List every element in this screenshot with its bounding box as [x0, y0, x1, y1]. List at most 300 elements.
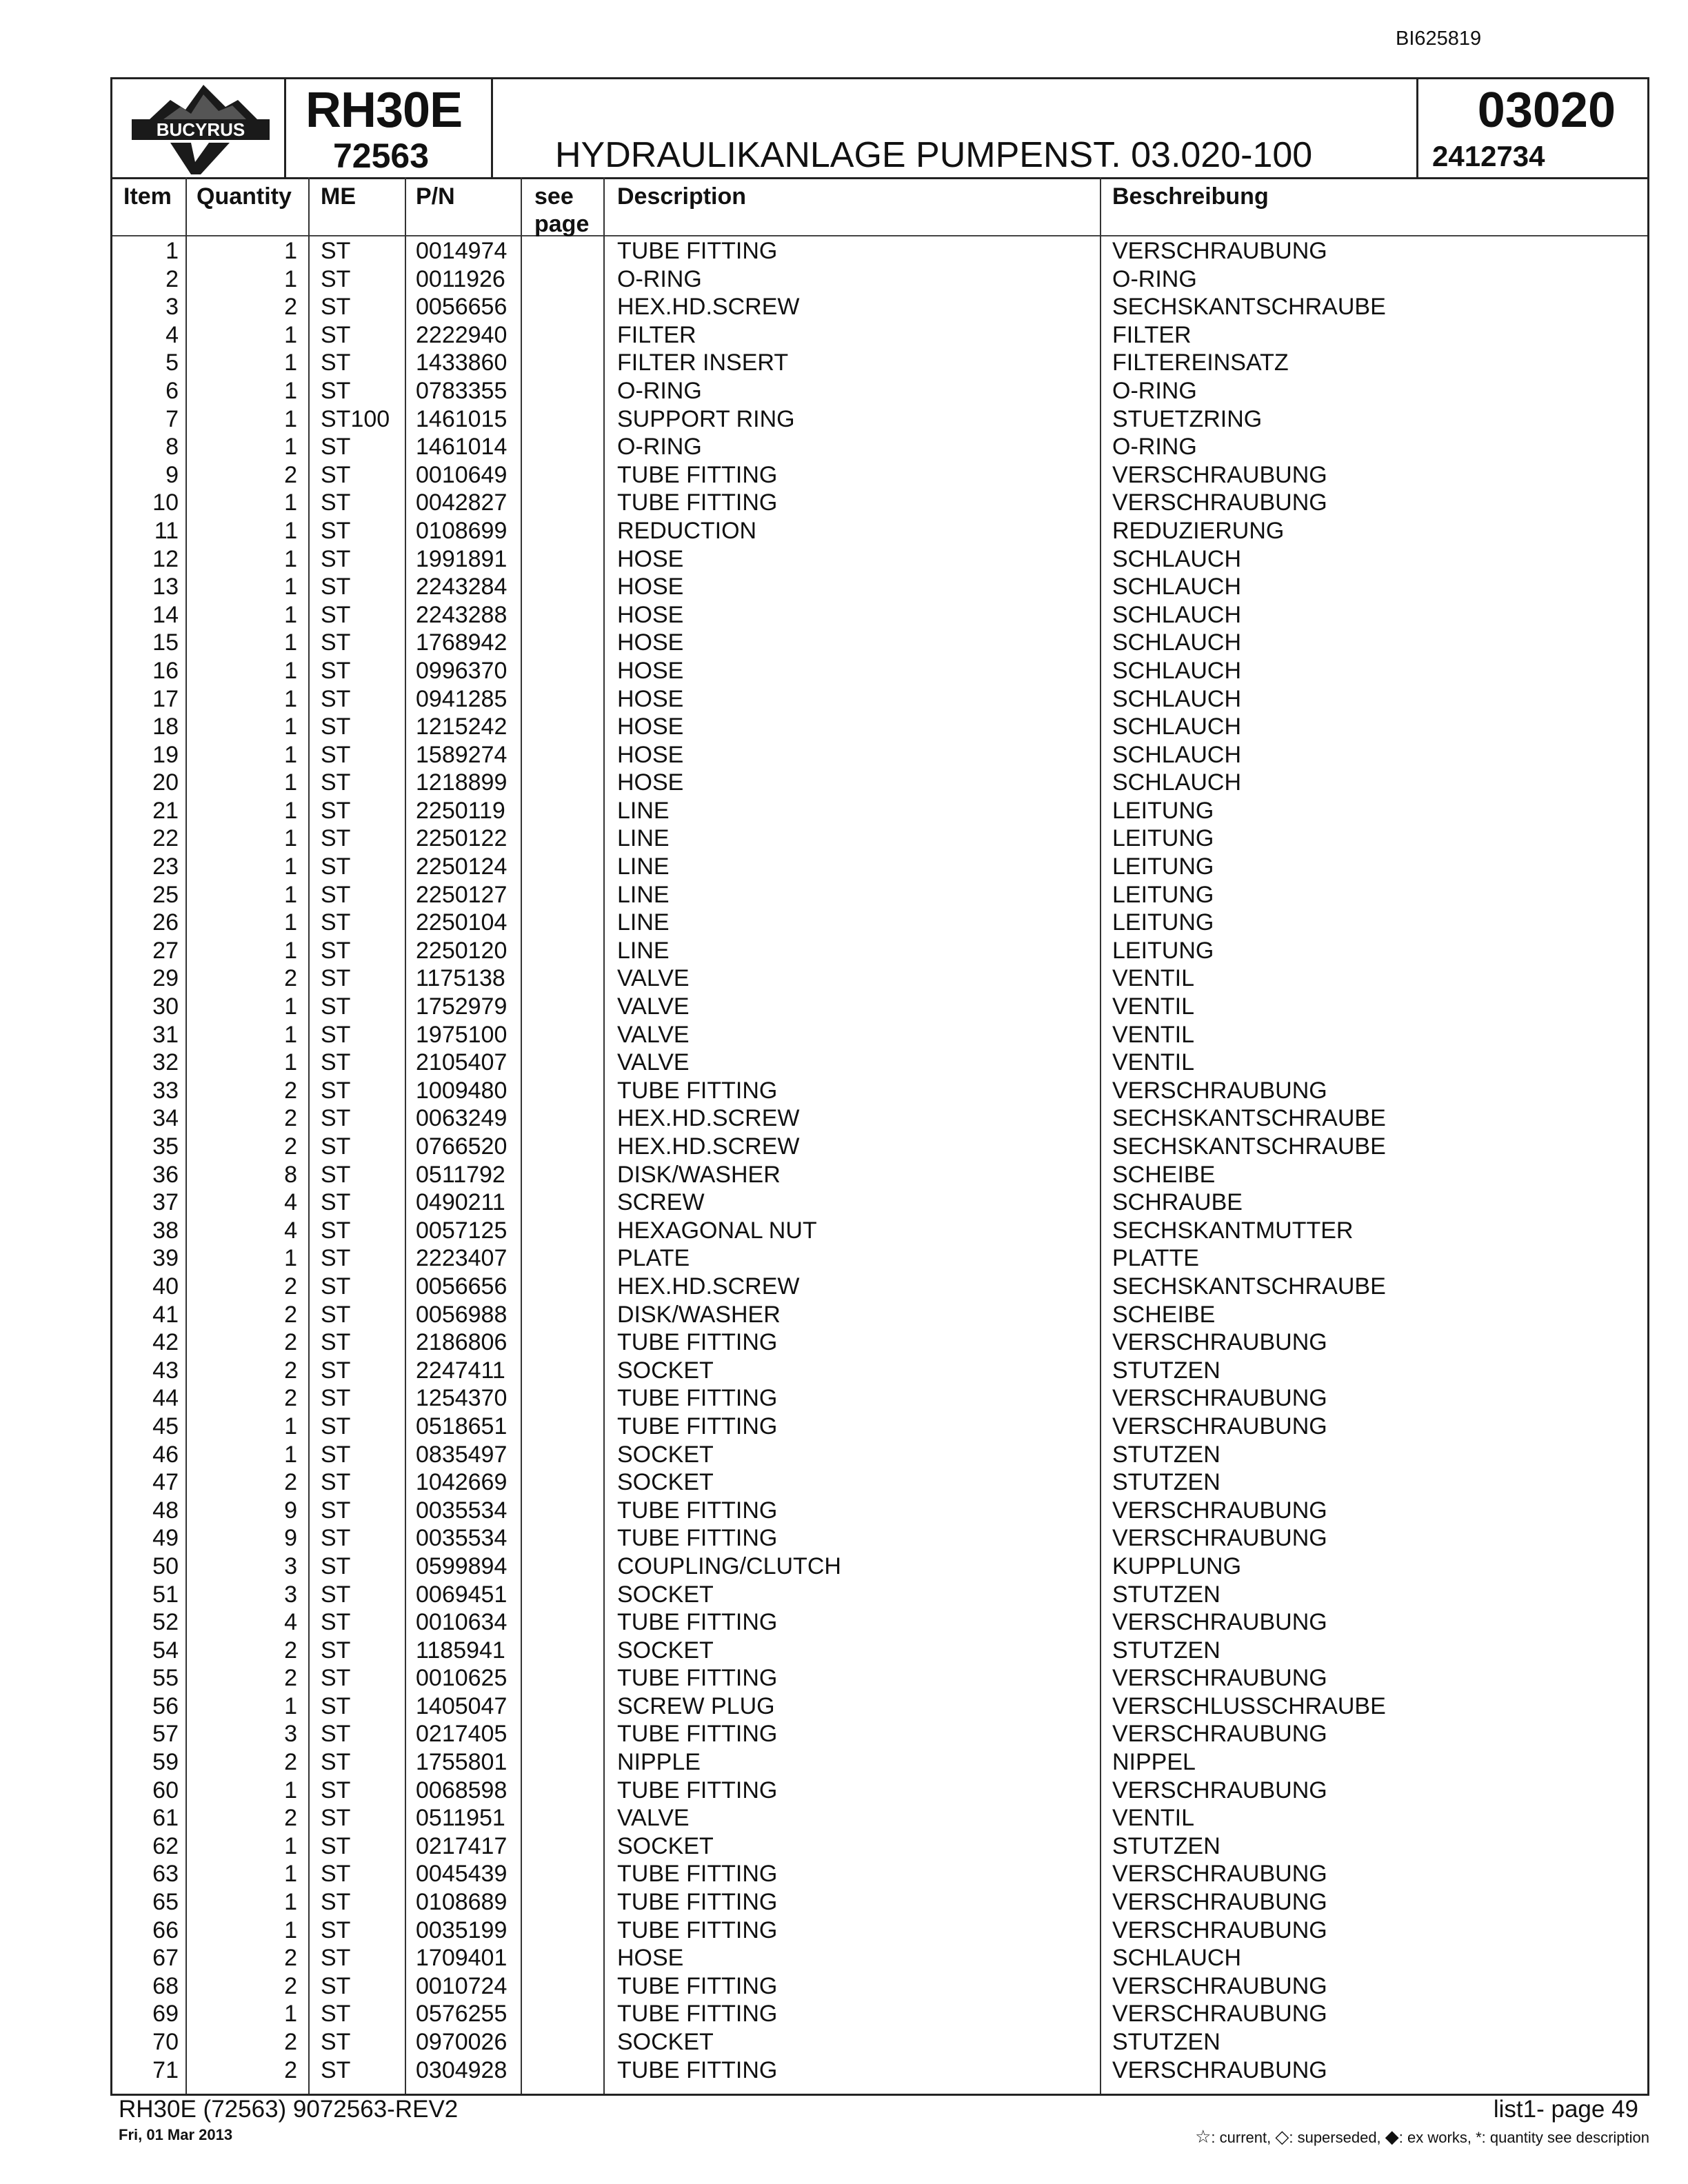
item-number: 29	[152, 965, 179, 992]
title-cell	[493, 79, 1418, 177]
part-number: 0014974	[416, 238, 508, 264]
table-row	[112, 461, 1647, 489]
unit: ST	[321, 1917, 351, 1943]
group-part-number: 2412734	[1432, 140, 1545, 172]
part-number: 0576255	[416, 2001, 508, 2028]
quantity: 1	[284, 350, 297, 376]
table-row	[112, 1832, 1647, 1861]
beschreibung: LEITUNG	[1112, 909, 1214, 936]
unit: ST	[321, 350, 351, 376]
part-number: 2250120	[416, 937, 508, 964]
beschreibung: SCHLAUCH	[1112, 1945, 1242, 1972]
item-number: 27	[152, 937, 179, 964]
beschreibung: VERSCHRAUBUNG	[1112, 1972, 1327, 1999]
description: O-RING	[617, 434, 702, 461]
beschreibung: VENTIL	[1112, 1805, 1195, 1832]
description: TUBE FITTING	[617, 1385, 778, 1412]
quantity: 1	[284, 405, 297, 432]
table-row	[112, 573, 1647, 601]
unit: ST	[321, 294, 351, 321]
part-number: 2186806	[416, 1329, 508, 1356]
description: TUBE FITTING	[617, 461, 778, 488]
beschreibung: VERSCHRAUBUNG	[1112, 1329, 1327, 1356]
item-number: 48	[152, 1497, 179, 1524]
description: TUBE FITTING	[617, 1665, 778, 1692]
unit: ST	[321, 1049, 351, 1076]
beschreibung: STUTZEN	[1112, 1469, 1220, 1496]
description: TUBE FITTING	[617, 1721, 778, 1748]
beschreibung: SCHLAUCH	[1112, 685, 1242, 712]
unit: ST	[321, 685, 351, 712]
description: SCREW	[617, 1189, 705, 1216]
part-number: 0069451	[416, 1581, 508, 1608]
item-number: 54	[152, 1637, 179, 1664]
table-row	[112, 1217, 1647, 1245]
unit: ST	[321, 657, 351, 684]
unit: ST	[321, 1721, 351, 1748]
description: TUBE FITTING	[617, 1917, 778, 1943]
diamond-filled-icon: ◆	[1385, 2126, 1399, 2147]
part-number: 1009480	[416, 1077, 508, 1104]
description: TUBE FITTING	[617, 489, 778, 516]
quantity: 2	[284, 461, 297, 488]
beschreibung: SCHRAUBE	[1112, 1189, 1243, 1216]
description: HOSE	[617, 629, 684, 656]
beschreibung: LEITUNG	[1112, 825, 1214, 852]
col-me: ME	[321, 183, 356, 210]
item-number: 44	[152, 1385, 179, 1412]
parts-list-frame	[110, 77, 1649, 2096]
item-number: 50	[152, 1553, 179, 1579]
symbol-legend	[1195, 2126, 1649, 2147]
quantity: 2	[284, 1637, 297, 1664]
item-number: 16	[152, 657, 179, 684]
unit: ST	[321, 265, 351, 292]
description: VALVE	[617, 1021, 690, 1048]
quantity: 9	[284, 1525, 297, 1552]
table-row	[112, 685, 1647, 714]
part-number: 0010649	[416, 461, 508, 488]
unit: ST	[321, 1077, 351, 1104]
item-number: 60	[152, 1777, 179, 1803]
quantity: 1	[284, 741, 297, 768]
unit: ST	[321, 545, 351, 572]
quantity: 1	[284, 909, 297, 936]
table-row	[112, 1049, 1647, 1077]
description: HOSE	[617, 685, 684, 712]
table-row	[112, 993, 1647, 1021]
beschreibung: FILTEREINSATZ	[1112, 350, 1289, 376]
unit: ST	[321, 1692, 351, 1719]
unit: ST	[321, 825, 351, 852]
quantity: 2	[284, 1133, 297, 1160]
table-row	[112, 769, 1647, 797]
table-row	[112, 657, 1647, 685]
quantity: 2	[284, 2029, 297, 2055]
part-number: 0010625	[416, 1665, 508, 1692]
quantity: 1	[284, 601, 297, 628]
beschreibung: STUTZEN	[1112, 1441, 1220, 1468]
beschreibung: STUETZRING	[1112, 405, 1263, 432]
unit: ST	[321, 321, 351, 348]
table-row	[112, 853, 1647, 881]
quantity: 1	[284, 881, 297, 908]
item-number: 25	[152, 881, 179, 908]
description: LINE	[617, 909, 670, 936]
column-headers	[112, 177, 1647, 236]
item-number: 11	[154, 517, 179, 544]
part-number: 2250122	[416, 825, 508, 852]
description: NIPPLE	[617, 1749, 701, 1776]
parts-table-body	[112, 237, 1647, 2084]
item-number: 31	[152, 1021, 179, 1048]
beschreibung: VENTIL	[1112, 1049, 1195, 1076]
table-row	[112, 545, 1647, 574]
quantity: 4	[284, 1609, 297, 1636]
table-row	[112, 601, 1647, 629]
unit: ST	[321, 461, 351, 488]
beschreibung: VENTIL	[1112, 1021, 1195, 1048]
part-number: 0518651	[416, 1413, 508, 1439]
unit: ST	[321, 1105, 351, 1132]
item-number: 5	[165, 350, 179, 376]
table-row	[112, 964, 1647, 993]
item-number: 26	[152, 909, 179, 936]
part-number: 1433860	[416, 350, 508, 376]
unit: ST	[321, 1357, 351, 1384]
quantity: 1	[284, 1413, 297, 1439]
table-row	[112, 293, 1647, 321]
unit: ST	[321, 1469, 351, 1496]
beschreibung: VERSCHRAUBUNG	[1112, 1497, 1327, 1524]
quantity: 1	[284, 1832, 297, 1859]
beschreibung: SCHLAUCH	[1112, 574, 1242, 600]
beschreibung: VERSCHRAUBUNG	[1112, 489, 1327, 516]
quantity: 2	[284, 1329, 297, 1356]
part-number: 0835497	[416, 1441, 508, 1468]
description: TUBE FITTING	[617, 1609, 778, 1636]
unit: ST	[321, 2029, 351, 2055]
item-number: 49	[152, 1525, 179, 1552]
part-number: 1218899	[416, 769, 508, 796]
description: HEX.HD.SCREW	[617, 1105, 800, 1132]
table-row	[112, 1328, 1647, 1357]
unit: ST	[321, 797, 351, 824]
item-number: 2	[165, 265, 179, 292]
table-row	[112, 1244, 1647, 1273]
part-number: 2250124	[416, 853, 508, 880]
quantity: 2	[284, 1749, 297, 1776]
model-name: RH30E	[305, 83, 463, 138]
unit: ST	[321, 574, 351, 600]
table-row	[112, 1692, 1647, 1721]
part-number: 1042669	[416, 1469, 508, 1496]
quantity: 1	[284, 1917, 297, 1943]
star-outline-icon: ☆	[1195, 2126, 1212, 2147]
description: PLATE	[617, 1245, 690, 1272]
part-number: 2222940	[416, 321, 508, 348]
table-row	[112, 1273, 1647, 1301]
unit: ST	[321, 1273, 351, 1300]
part-number: 1768942	[416, 629, 508, 656]
description: TUBE FITTING	[617, 1413, 778, 1439]
part-number: 1215242	[416, 714, 508, 740]
table-row	[112, 1357, 1647, 1385]
table-row	[112, 1441, 1647, 1469]
description: HEX.HD.SCREW	[617, 1133, 800, 1160]
description: HOSE	[617, 1945, 684, 1972]
item-number: 22	[152, 825, 179, 852]
part-number: 2243288	[416, 601, 508, 628]
table-row	[112, 517, 1647, 545]
serial-number: 72563	[333, 136, 430, 175]
item-number: 55	[152, 1665, 179, 1692]
item-number: 3	[165, 294, 179, 321]
item-number: 40	[152, 1273, 179, 1300]
beschreibung: LEITUNG	[1112, 853, 1214, 880]
part-number: 0056988	[416, 1301, 508, 1328]
quantity: 2	[284, 1805, 297, 1832]
quantity: 1	[284, 714, 297, 740]
item-number: 30	[152, 993, 179, 1020]
item-number: 34	[152, 1105, 179, 1132]
unit: ST	[321, 853, 351, 880]
table-row	[112, 1581, 1647, 1609]
description: SCREW PLUG	[617, 1692, 775, 1719]
part-number: 2247411	[416, 1357, 505, 1384]
part-number: 0068598	[416, 1777, 508, 1803]
quantity: 1	[284, 825, 297, 852]
beschreibung: SCHLAUCH	[1112, 545, 1242, 572]
quantity: 1	[284, 321, 297, 348]
unit: ST	[321, 881, 351, 908]
part-number: 1589274	[416, 741, 508, 768]
quantity: 2	[284, 1469, 297, 1496]
table-row	[112, 937, 1647, 965]
quantity: 1	[284, 574, 297, 600]
logo-cell	[112, 79, 286, 177]
part-number: 0057125	[416, 1217, 508, 1244]
description: TUBE FITTING	[617, 1777, 778, 1803]
col-quantity: Quantity	[197, 183, 292, 210]
beschreibung: FILTER	[1112, 321, 1192, 348]
item-number: 6	[165, 377, 179, 404]
table-row	[112, 1972, 1647, 2001]
table-row	[112, 1497, 1647, 1525]
table-row	[112, 1301, 1647, 1329]
item-number: 35	[152, 1133, 179, 1160]
part-number: 1461014	[416, 434, 508, 461]
table-row	[112, 629, 1647, 657]
description: LINE	[617, 881, 670, 908]
quantity: 1	[284, 377, 297, 404]
item-number: 10	[152, 489, 179, 516]
item-number: 41	[152, 1301, 179, 1328]
unit: ST	[321, 601, 351, 628]
description: HOSE	[617, 601, 684, 628]
table-row	[112, 1804, 1647, 1832]
beschreibung: SCHLAUCH	[1112, 657, 1242, 684]
beschreibung: SECHSKANTSCHRAUBE	[1112, 1273, 1386, 1300]
unit: ST	[321, 1413, 351, 1439]
unit: ST	[321, 1945, 351, 1972]
table-row	[112, 1888, 1647, 1917]
beschreibung: VERSCHLUSSCHRAUBE	[1112, 1692, 1386, 1719]
description: VALVE	[617, 1805, 690, 1832]
legend-current: : current,	[1211, 2129, 1272, 2146]
description: VALVE	[617, 1049, 690, 1076]
part-number: 0970026	[416, 2029, 508, 2055]
part-number: 0490211	[416, 1189, 505, 1216]
table-row	[112, 713, 1647, 741]
quantity: 2	[284, 1273, 297, 1300]
item-number: 14	[152, 601, 179, 628]
table-row	[112, 405, 1647, 434]
table-row	[112, 2028, 1647, 2056]
item-number: 21	[152, 797, 179, 824]
col-see-page: see page	[534, 183, 590, 237]
item-number: 65	[152, 1889, 179, 1916]
beschreibung: VENTIL	[1112, 993, 1195, 1020]
part-number: 2250127	[416, 881, 508, 908]
part-number: 1991891	[416, 545, 508, 572]
beschreibung: VENTIL	[1112, 965, 1195, 992]
beschreibung: SCHLAUCH	[1112, 714, 1242, 740]
beschreibung: SCHLAUCH	[1112, 769, 1242, 796]
description: O-RING	[617, 377, 702, 404]
beschreibung: VERSCHRAUBUNG	[1112, 1721, 1327, 1748]
item-number: 13	[152, 574, 179, 600]
part-number: 0511951	[416, 1805, 505, 1832]
part-number: 0035199	[416, 1917, 508, 1943]
beschreibung: SECHSKANTSCHRAUBE	[1112, 1133, 1386, 1160]
beschreibung: LEITUNG	[1112, 937, 1214, 964]
table-row	[112, 237, 1647, 265]
description: TUBE FITTING	[617, 1889, 778, 1916]
quantity: 1	[284, 545, 297, 572]
description: TUBE FITTING	[617, 1329, 778, 1356]
unit: ST100	[321, 405, 390, 432]
item-number: 39	[152, 1245, 179, 1272]
description: HOSE	[617, 657, 684, 684]
beschreibung: VERSCHRAUBUNG	[1112, 1861, 1327, 1888]
unit: ST	[321, 629, 351, 656]
part-number: 0042827	[416, 489, 508, 516]
model-cell	[286, 79, 493, 177]
beschreibung: VERSCHRAUBUNG	[1112, 1665, 1327, 1692]
quantity: 1	[284, 657, 297, 684]
quantity: 1	[284, 937, 297, 964]
item-number: 67	[152, 1945, 179, 1972]
unit: ST	[321, 1581, 351, 1608]
part-number: 0217405	[416, 1721, 508, 1748]
beschreibung: VERSCHRAUBUNG	[1112, 1077, 1327, 1104]
unit: ST	[321, 1497, 351, 1524]
description: COUPLING/CLUTCH	[617, 1553, 841, 1579]
col-item: Item	[123, 183, 172, 210]
table-row	[112, 1664, 1647, 1692]
item-number: 32	[152, 1049, 179, 1076]
item-number: 9	[165, 461, 179, 488]
part-number: 1752979	[416, 993, 508, 1020]
item-number: 4	[165, 321, 179, 348]
description: SOCKET	[617, 1357, 714, 1384]
table-row	[112, 1161, 1647, 1189]
part-number: 0996370	[416, 657, 508, 684]
unit: ST	[321, 489, 351, 516]
table-row	[112, 909, 1647, 937]
quantity: 1	[284, 629, 297, 656]
item-number: 18	[152, 714, 179, 740]
footer-page-number: list1- page 49	[1493, 2096, 1638, 2123]
item-number: 7	[165, 405, 179, 432]
part-number: 1405047	[416, 1692, 508, 1719]
description: TUBE FITTING	[617, 1972, 778, 1999]
quantity: 9	[284, 1497, 297, 1524]
description: FILTER	[617, 321, 696, 348]
unit: ST	[321, 1861, 351, 1888]
beschreibung: LEITUNG	[1112, 797, 1214, 824]
unit: ST	[321, 1217, 351, 1244]
quantity: 1	[284, 1889, 297, 1916]
item-number: 17	[152, 685, 179, 712]
beschreibung: O-RING	[1112, 377, 1197, 404]
item-number: 38	[152, 1217, 179, 1244]
description: VALVE	[617, 993, 690, 1020]
description: LINE	[617, 853, 670, 880]
unit: ST	[321, 1161, 351, 1188]
part-number: 0063249	[416, 1105, 508, 1132]
description: TUBE FITTING	[617, 1525, 778, 1552]
quantity: 1	[284, 489, 297, 516]
footer-document-ref: RH30E (72563) 9072563-REV2	[119, 2096, 459, 2123]
quantity: 1	[284, 853, 297, 880]
beschreibung: LEITUNG	[1112, 881, 1214, 908]
unit: ST	[321, 1749, 351, 1776]
item-number: 8	[165, 434, 179, 461]
beschreibung: VERSCHRAUBUNG	[1112, 2056, 1327, 2083]
description: SOCKET	[617, 1441, 714, 1468]
description: HOSE	[617, 545, 684, 572]
beschreibung: VERSCHRAUBUNG	[1112, 1917, 1327, 1943]
unit: ST	[321, 2001, 351, 2028]
table-row	[112, 1524, 1647, 1553]
description: FILTER INSERT	[617, 350, 789, 376]
quantity: 1	[284, 517, 297, 544]
item-number: 51	[152, 1581, 179, 1608]
beschreibung: STUTZEN	[1112, 1637, 1220, 1664]
logo-text: BUCYRUS	[156, 119, 245, 140]
unit: ST	[321, 1637, 351, 1664]
beschreibung: STUTZEN	[1112, 1357, 1220, 1384]
quantity: 2	[284, 1972, 297, 1999]
unit: ST	[321, 377, 351, 404]
quantity: 2	[284, 1665, 297, 1692]
table-row	[112, 1608, 1647, 1637]
unit: ST	[321, 1805, 351, 1832]
beschreibung: SCHEIBE	[1112, 1301, 1216, 1328]
diamond-outline-icon: ◇	[1275, 2126, 1289, 2147]
description: SOCKET	[617, 1581, 714, 1608]
beschreibung: SCHEIBE	[1112, 1161, 1216, 1188]
part-number: 1461015	[416, 405, 508, 432]
quantity: 2	[284, 294, 297, 321]
unit: ST	[321, 909, 351, 936]
part-number: 0108689	[416, 1889, 508, 1916]
unit: ST	[321, 517, 351, 544]
beschreibung: SCHLAUCH	[1112, 601, 1242, 628]
part-number: 2243284	[416, 574, 508, 600]
